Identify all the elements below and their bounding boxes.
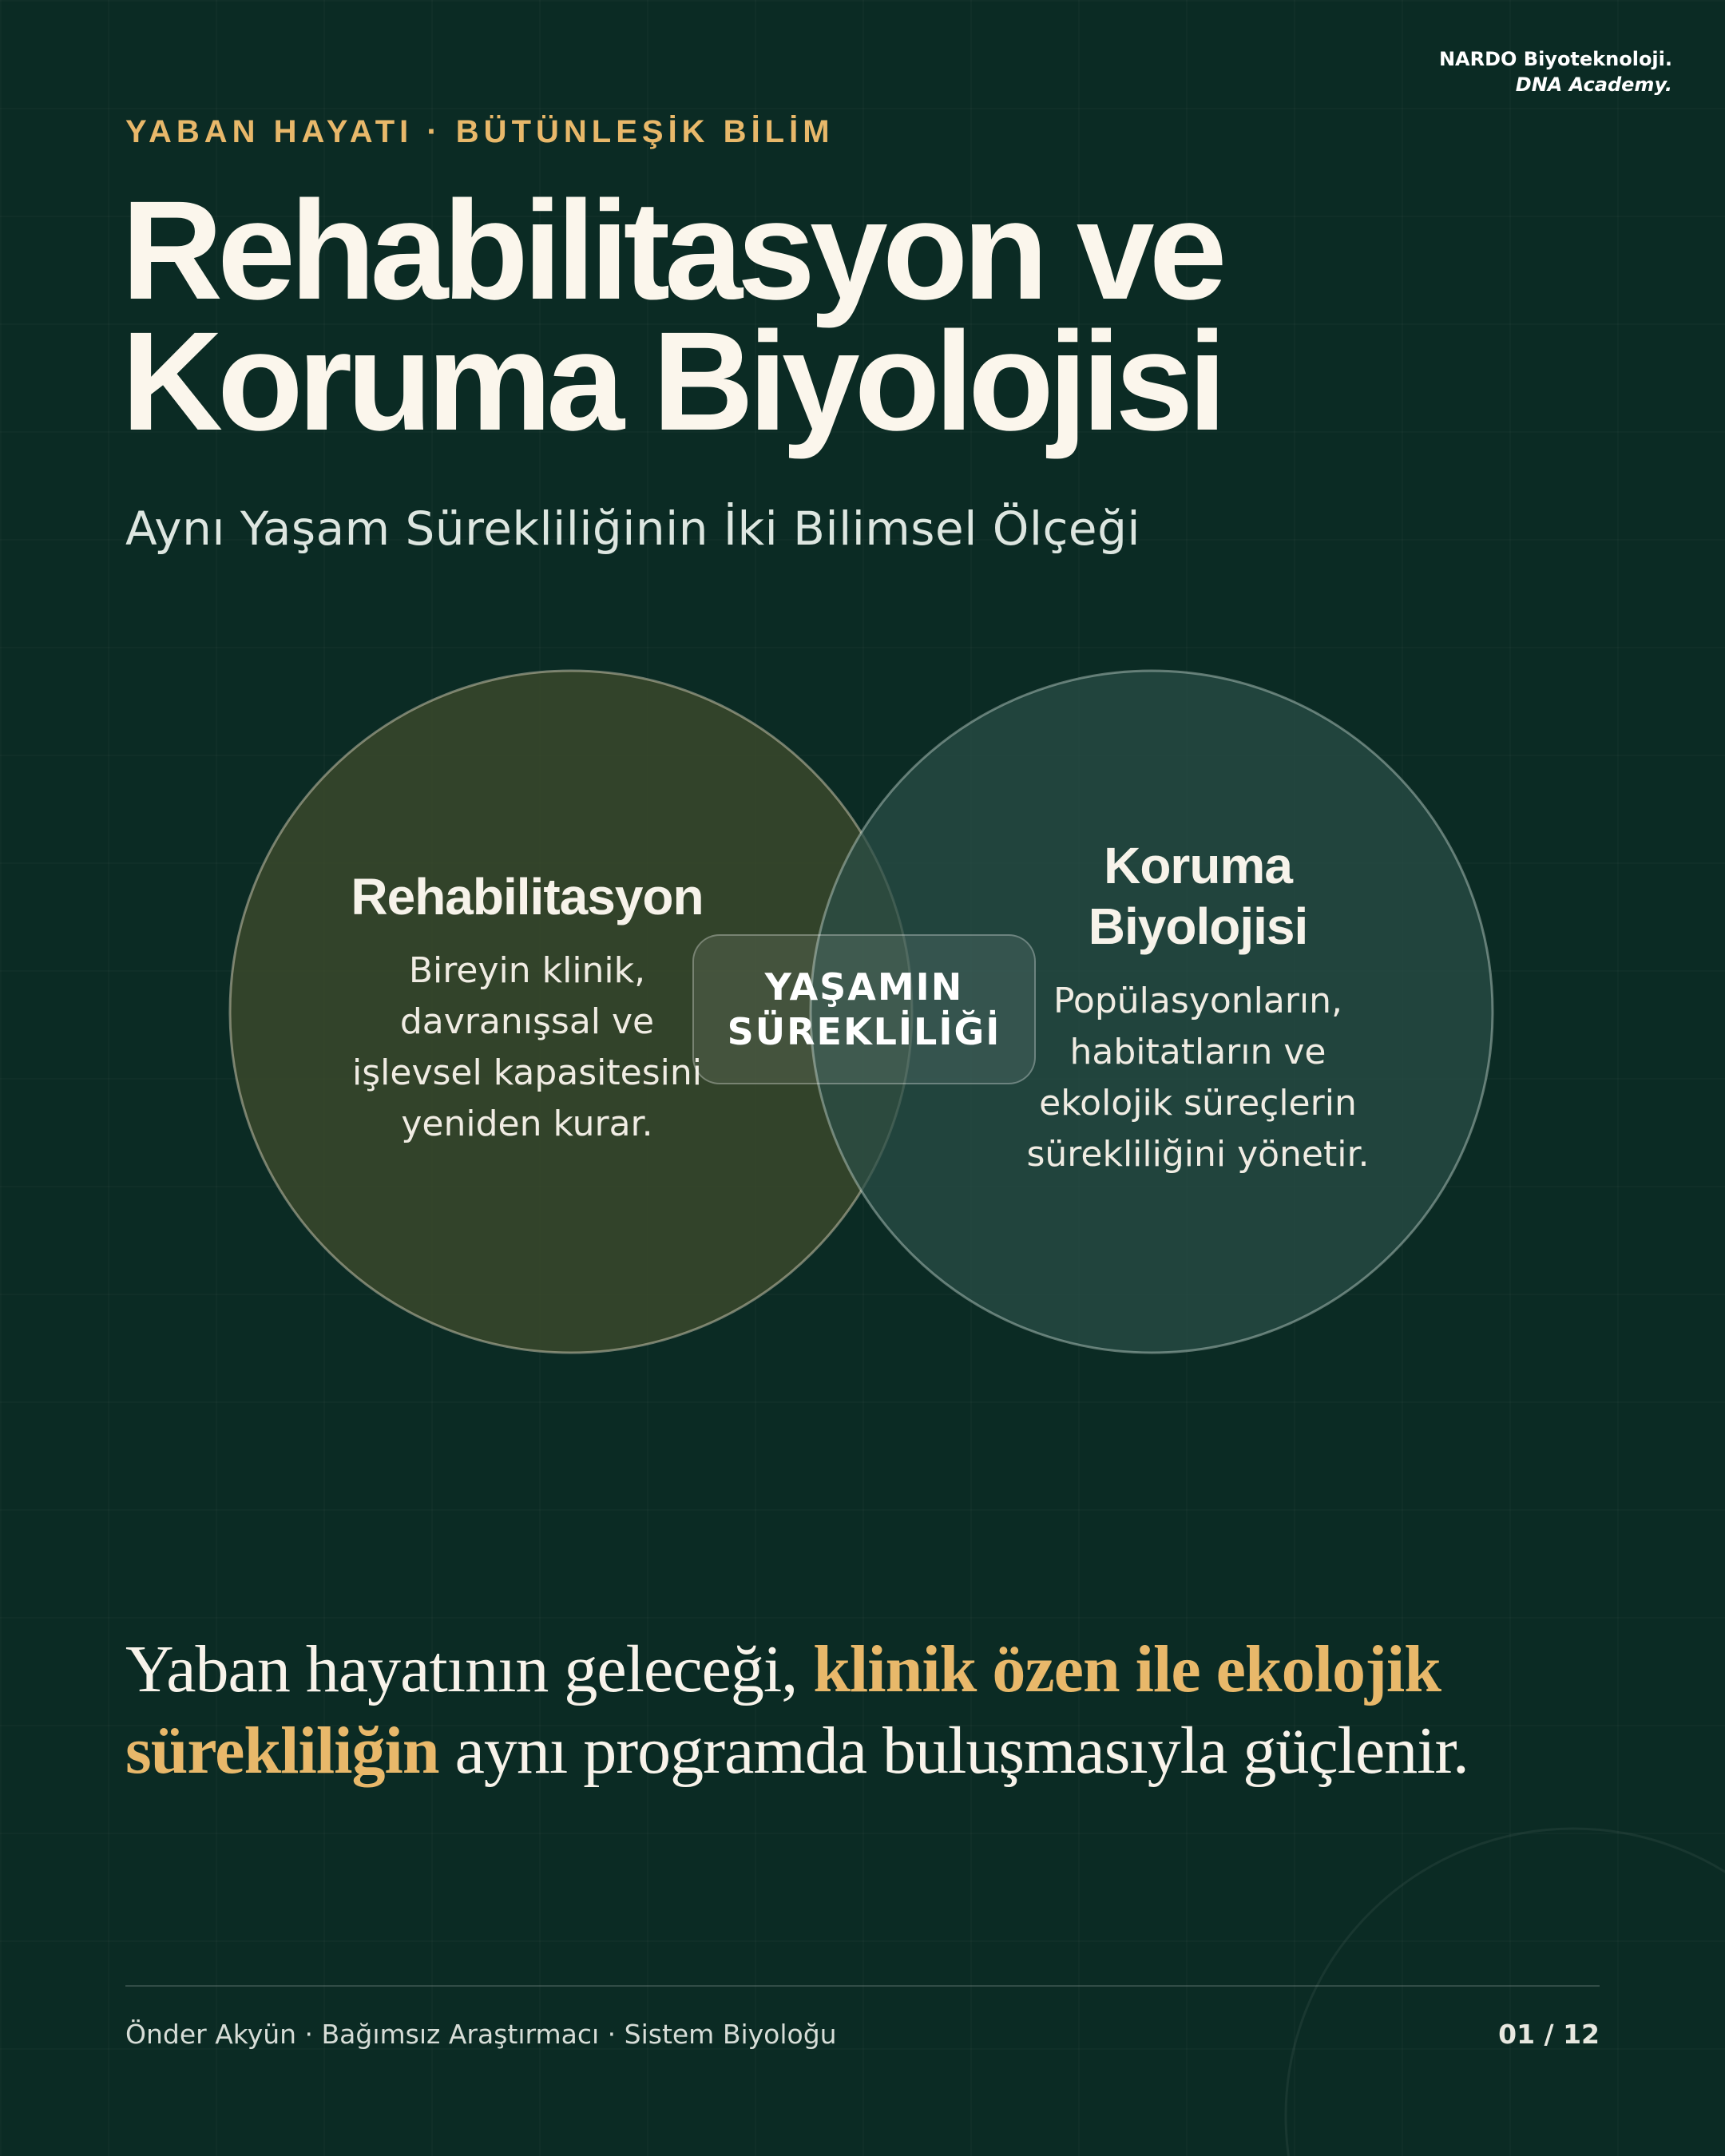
conservation-line: Popülasyonların, bbox=[1053, 981, 1343, 1021]
rehabilitation-line: davranışsal ve bbox=[399, 1001, 655, 1042]
conservation-line: sürekliliğini yönetir. bbox=[1026, 1134, 1370, 1175]
conservation-description bbox=[990, 976, 1406, 1180]
conservation-line: habitatların ve bbox=[1069, 1032, 1326, 1072]
conservation-heading-line: Biyolojisi bbox=[1088, 898, 1308, 955]
author-credit: Önder Akyün · Bağımsız Araştırmacı · Sistem Biyoloğu bbox=[125, 2019, 837, 2050]
page-indicator: 01 / 12 bbox=[1498, 2019, 1600, 2050]
rehabilitation-block bbox=[311, 867, 743, 1150]
rehabilitation-line: Bireyin klinik, bbox=[408, 950, 646, 991]
brand-name: NARDO Biyoteknoloji. bbox=[1438, 48, 1672, 70]
closing-quote bbox=[125, 1629, 1627, 1792]
conservation-heading-line: Koruma bbox=[1104, 837, 1292, 894]
conservation-line: ekolojik süreçlerin bbox=[1039, 1083, 1357, 1124]
footer-divider bbox=[125, 1985, 1600, 1987]
intersection-line: YAŞAMIN bbox=[764, 965, 964, 1009]
rehabilitation-line: işlevsel kapasitesini bbox=[352, 1052, 702, 1093]
conservation-block bbox=[990, 835, 1406, 1180]
decorative-ring bbox=[1286, 1829, 1725, 2156]
venn-intersection-label bbox=[692, 934, 1036, 1084]
eyebrow-label: YABAN HAYATI · BÜTÜNLEŞİK BİLİM bbox=[125, 114, 835, 149]
conservation-heading bbox=[990, 835, 1406, 957]
title-line-1: Rehabilitasyon ve bbox=[121, 172, 1222, 329]
intersection-line: SÜREKLİLİĞİ bbox=[727, 1010, 1001, 1053]
rehabilitation-heading: Rehabilitasyon bbox=[351, 868, 704, 925]
quote-text: Yaban hayatının geleceği, bbox=[125, 1632, 814, 1706]
quote-highlight: klinik özen ile ekolojik sürekliliğin bbox=[125, 1632, 1441, 1788]
page-subtitle: Aynı Yaşam Sürekliliğinin İki Bilimsel Ölçeği bbox=[125, 501, 1141, 556]
rehabilitation-line: yeniden kurar. bbox=[401, 1104, 653, 1144]
rehabilitation-description bbox=[311, 945, 743, 1150]
brand-tagline: DNA Academy. bbox=[1515, 73, 1672, 96]
quote-text-end: aynı programda buluşmasıyla güçlenir. bbox=[438, 1714, 1469, 1788]
title-line-2: Koruma Biyolojisi bbox=[121, 303, 1222, 460]
